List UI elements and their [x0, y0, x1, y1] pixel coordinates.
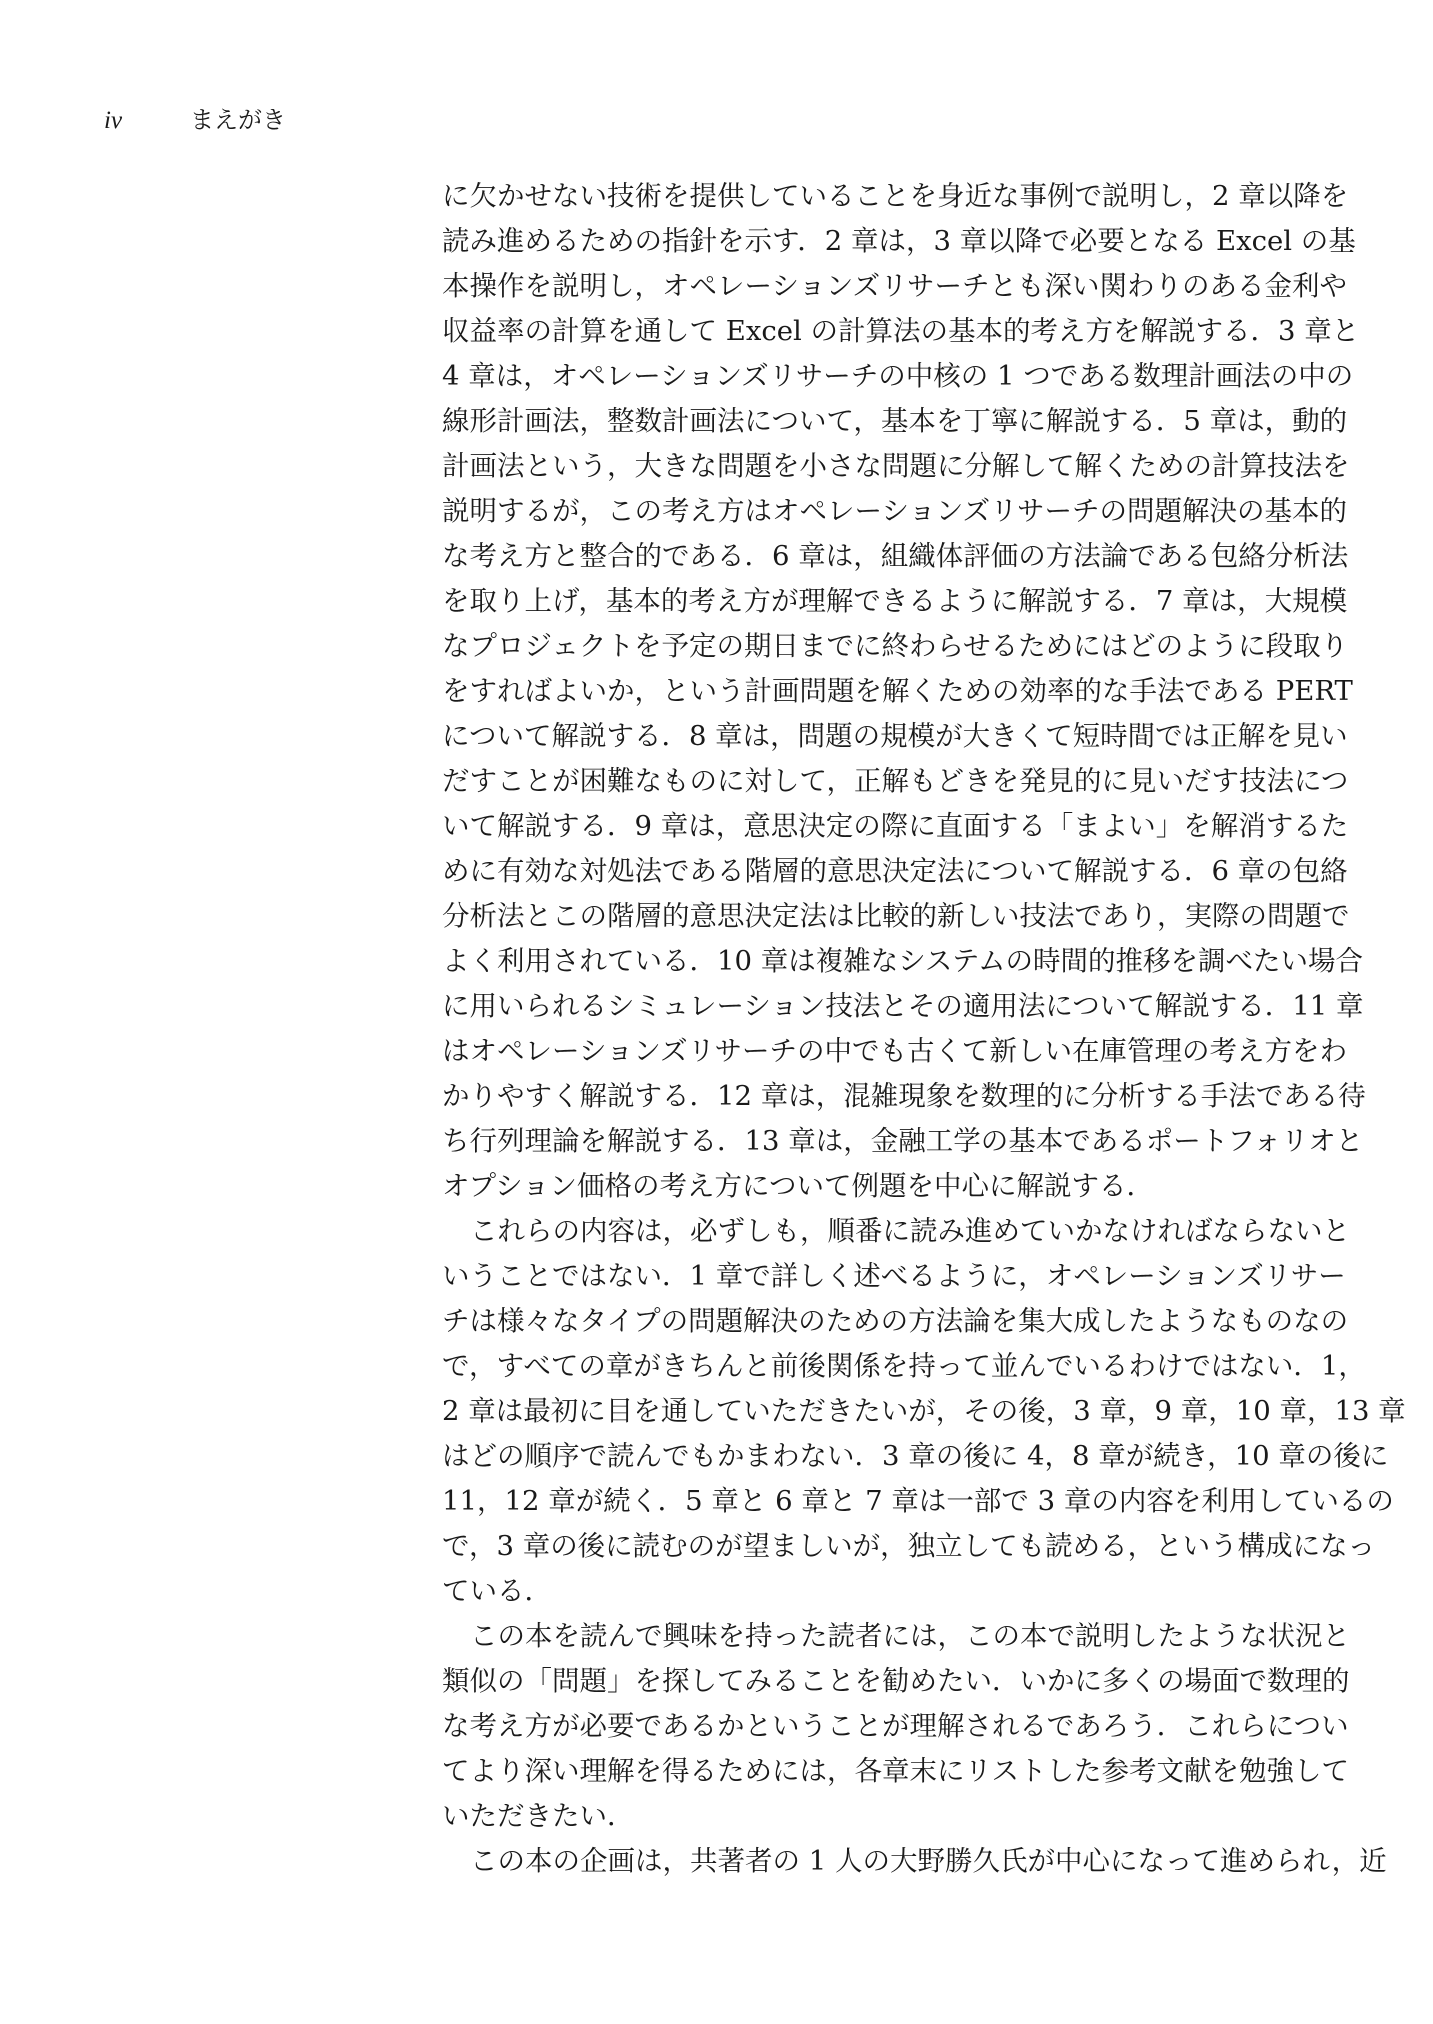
text-line: この本を読んで興味を持った読者には，この本で説明したような状況と [470, 1620, 1350, 1652]
text-line: いて解説する．9 章は，意思決定の際に直面する「まよい」を解消するた [442, 810, 1349, 842]
text-line: はオペレーションズリサーチの中でも古くて新しい在庫管理の考え方をわ [442, 1035, 1348, 1067]
text-line: めに有効な対処法である階層的意思決定法について解説する．6 章の包絡 [442, 855, 1348, 887]
running-header [104, 100, 286, 140]
paragraph [442, 174, 1366, 1209]
text-line: 2 章は最初に目を通していただきたいが，その後，3 章，9 章，10 章，13 章 [442, 1395, 1406, 1427]
text-line: 収益率の計算を通して Excel の計算法の基本的考え方を解説する．3 章と [442, 315, 1360, 347]
page-number: iv [104, 107, 123, 134]
text-line: 線形計画法，整数計画法について，基本を丁寧に解説する．5 章は，動的 [442, 405, 1348, 437]
text-line: だすことが困難なものに対して，正解もどきを発見的に見いだす技法につ [442, 765, 1349, 797]
text-line: てより深い理解を得るためには，各章末にリストした参考文献を勉強して [442, 1755, 1349, 1787]
text-line: これらの内容は，必ずしも，順番に読み進めていかなければならないと [470, 1215, 1350, 1247]
text-line: 計画法という，大きな問題を小さな問題に分解して解くための計算技法を [442, 450, 1350, 482]
text-line: いただきたい． [442, 1800, 635, 1832]
text-line: で，すべての章がきちんと前後関係を持って並んでいるわけではない．1， [442, 1350, 1366, 1382]
text-line: ている． [442, 1575, 552, 1607]
text-line: チは様々なタイプの問題解決のための方法論を集大成したようなものなの [442, 1305, 1349, 1337]
text-line: よく利用されている．10 章は複雑なシステムの時間的推移を調べたい場合 [442, 945, 1363, 977]
text-line: いうことではない．1 章で詳しく述べるように，オペレーションズリサー [442, 1260, 1346, 1292]
text-line: に欠かせない技術を提供していることを身近な事例で説明し，2 章以降を [442, 180, 1349, 212]
text-line: 4 章は，オペレーションズリサーチの中核の 1 つである数理計画法の中の [442, 360, 1354, 392]
text-line: に用いられるシミュレーション技法とその適用法について解説する．11 章 [442, 990, 1364, 1022]
text-line: ち行列理論を解説する．13 章は，金融工学の基本であるポートフォリオと [442, 1125, 1364, 1157]
text-line: 本操作を説明し，オペレーションズリサーチとも深い関わりのある金利や [442, 270, 1348, 302]
text-line: で，3 章の後に読むのが望ましいが，独立しても読める，という構成になっ [442, 1530, 1376, 1562]
text-line: はどの順序で読んでもかまわない．3 章の後に 4，8 章が続き，10 章の後に [442, 1440, 1389, 1472]
text-line: 類似の「問題」を探してみることを勧めたい．いかに多くの場面で数理的 [442, 1665, 1350, 1697]
text-line: について解説する．8 章は，問題の規模が大きくて短時間では正解を見い [442, 720, 1348, 752]
text-line: をすればよいか，という計画問題を解くための効率的な手法である PERT [442, 675, 1353, 707]
running-title: まえがき [190, 106, 286, 134]
text-line: を取り上げ，基本的考え方が理解できるように解説する．7 章は，大規模 [442, 585, 1348, 617]
paragraph [442, 1614, 1350, 1839]
text-line: 分析法とこの階層的意思決定法は比較的新しい技法であり，実際の問題で [442, 900, 1350, 932]
body-text [442, 174, 1406, 1884]
text-line: な考え方と整合的である．6 章は，組織体評価の方法論である包絡分析法 [442, 540, 1349, 572]
text-line: な考え方が必要であるかということが理解されるであろう．これらについ [442, 1710, 1349, 1742]
text-line: なプロジェクトを予定の期日までに終わらせるためにはどのように段取り [442, 630, 1349, 662]
paragraph [442, 1839, 1387, 1884]
text-line: この本の企画は，共著者の 1 人の大野勝久氏が中心になって進められ，近 [470, 1845, 1387, 1877]
text-line: 11，12 章が続く．5 章と 6 章と 7 章は一部で 3 章の内容を利用しているの [442, 1485, 1394, 1517]
text-line: 読み進めるための指針を示す．2 章は，3 章以降で必要となる Excel の基 [442, 225, 1356, 257]
text-line: オプション価格の考え方について例題を中心に解説する． [442, 1170, 1154, 1202]
paragraph [442, 1209, 1406, 1614]
text-line: 説明するが，この考え方はオペレーションズリサーチの問題解決の基本的 [442, 495, 1348, 527]
text-line: かりやすく解説する．12 章は，混雑現象を数理的に分析する手法である待 [442, 1080, 1366, 1112]
